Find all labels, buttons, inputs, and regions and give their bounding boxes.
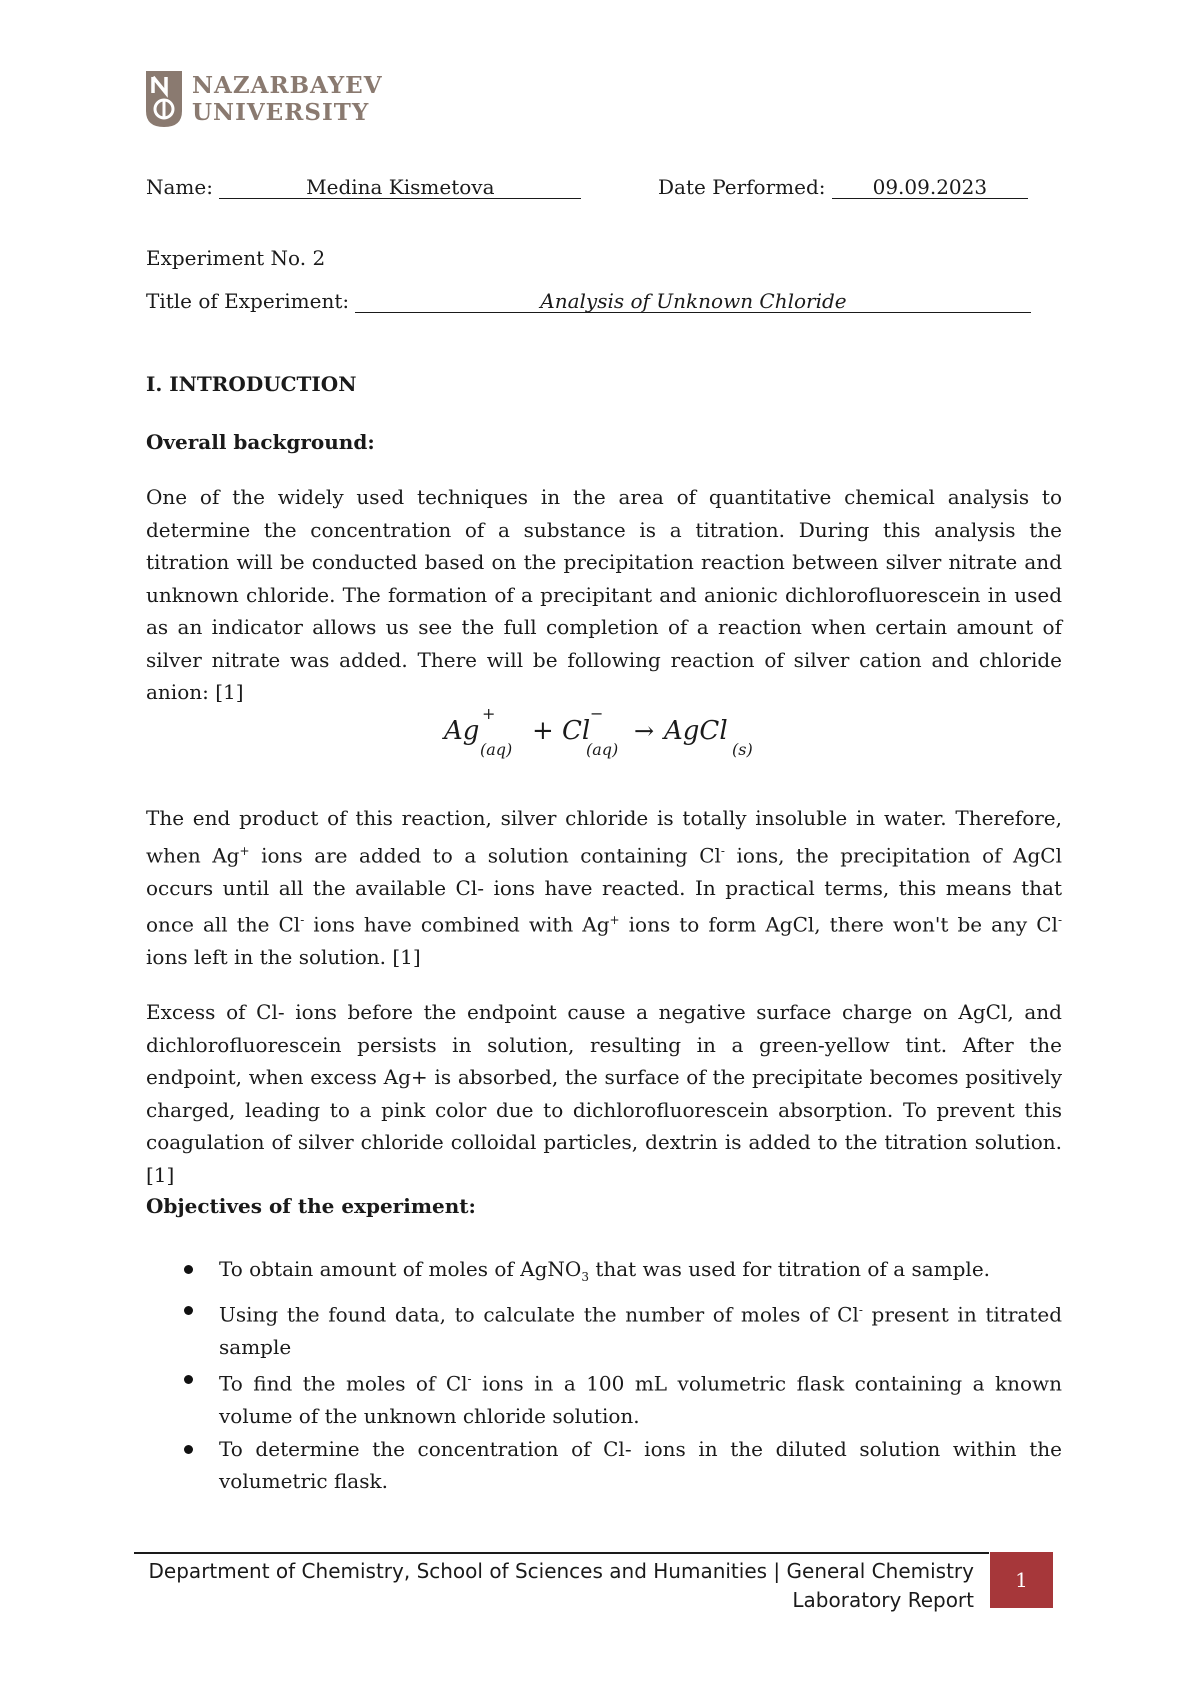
objective-3-text-1: To find the moles of Cl xyxy=(219,1371,468,1396)
objective-item xyxy=(146,1294,1062,1364)
objective-1-text-1: To obtain amount of moles of AgNO xyxy=(219,1257,582,1281)
p2-text-1: The end product of this reaction, silver chloride is totally insoluble in water. Therefore, when Ag xyxy=(146,806,1062,868)
experiment-number: Experiment No. 2 xyxy=(146,246,326,270)
bullet-icon xyxy=(184,1265,193,1274)
bullet-icon xyxy=(184,1445,193,1454)
university-crest-icon xyxy=(146,71,182,127)
eq-plus: + xyxy=(532,716,554,746)
footer-divider xyxy=(134,1552,989,1554)
p2-text-6: ions left in the solution. [1] xyxy=(146,945,421,970)
footer-line-1: Department of Chemistry, School of Sciences and Humanities | General Chemistry xyxy=(148,1559,974,1583)
section-heading: I. INTRODUCTION xyxy=(146,372,357,396)
objective-1-text-2: that was used for titration of a sample. xyxy=(588,1257,991,1281)
eq-product-sub: (s) xyxy=(732,740,753,759)
name-value: Medina Kismetova xyxy=(219,176,581,199)
eq-reactant-1-sub: (aq) xyxy=(480,740,513,759)
bullet-icon xyxy=(184,1375,193,1384)
background-subheading: Overall background: xyxy=(146,430,375,454)
indicator-paragraph: Excess of Cl- ions before the endpoint cause a negative surface charge on AgCl, and dichlorofluorescein persists in solution, resulting in a green-yellow tint. After the endpoint, when excess Ag+ is absorbed, the surface of the precipitate becomes positively charged, leading to a pink color due to dichlorofluorescein absorption. To prevent this coagulation of silver chloride colloidal particles, dextrin is added to the titration solution. [1] xyxy=(146,1000,1062,1187)
p2-sup-2: - xyxy=(720,843,725,858)
logo-line-2: UNIVERSITY xyxy=(192,99,370,126)
p2-sup-1: + xyxy=(239,843,250,858)
date-value: 09.09.2023 xyxy=(832,176,1028,199)
p2-text-5: ions to form AgCl, there won't be any Cl xyxy=(619,912,1058,937)
name-label: Name: xyxy=(146,175,213,199)
eq-reactant-2-sub: (aq) xyxy=(586,740,619,759)
eq-reactant-1: Ag xyxy=(444,716,480,746)
page-number: 1 xyxy=(990,1552,1053,1608)
objective-item xyxy=(146,1253,1062,1294)
eq-product: AgCl xyxy=(664,716,728,746)
p2-sup-3: - xyxy=(300,913,305,928)
footer xyxy=(149,1557,974,1615)
p2-sup-4: + xyxy=(609,913,620,928)
endpoint-paragraph xyxy=(146,802,1062,974)
title-value: Analysis of Unknown Chloride xyxy=(355,290,1031,313)
eq-reactant-2: Cl xyxy=(562,716,591,746)
objective-3-sup: - xyxy=(467,1372,472,1387)
objectives-subheading: Objectives of the experiment: xyxy=(146,1194,476,1218)
title-field xyxy=(146,289,1031,313)
objective-item xyxy=(146,1433,1062,1498)
logo-wordmark xyxy=(192,72,383,126)
p2-text-2: ions are added to a solution containing Cl xyxy=(249,843,721,868)
objective-2-text-2: present in titrated sample xyxy=(219,1302,1062,1359)
objective-item xyxy=(146,1363,1062,1433)
objective-2-text-1: Using the found data, to calculate the number of moles of Cl xyxy=(219,1302,859,1327)
title-label: Title of Experiment: xyxy=(146,289,350,313)
university-logo xyxy=(146,70,383,128)
reaction-equation xyxy=(440,703,770,763)
objective-3-text-2: ions in a 100 mL volumetric flask containing a known volume of the unknown chloride solution. xyxy=(219,1371,1062,1429)
objectives-list xyxy=(146,1253,1062,1498)
background-paragraph: One of the widely used techniques in the area of quantitative chemical analysis to determine the concentration of a substance is a titration. During this analysis the titration will be conducted based on the precipitation reaction between silver nitrate and unknown chloride. The formation of a precipitant and anionic dichlorofluorescein in used as an indicator allows us see the full completion of a reaction when certain amount of silver nitrate was added. There will be following reaction of silver cation and chloride anion: [1] xyxy=(146,485,1062,704)
name-field xyxy=(146,175,581,199)
objective-2-sup: - xyxy=(858,1302,863,1317)
date-label: Date Performed: xyxy=(658,175,826,199)
eq-arrow: → xyxy=(634,717,655,745)
objective-1-sub: 3 xyxy=(581,1270,589,1284)
p2-text-4: ions have combined with Ag xyxy=(304,912,610,937)
eq-reactant-1-sup: + xyxy=(482,704,496,723)
date-field xyxy=(658,175,1028,199)
bullet-icon xyxy=(184,1306,193,1315)
p2-sup-5: - xyxy=(1057,913,1063,928)
objective-4-text: To determine the concentration of Cl- ions in the diluted solution within the volumetric flask. xyxy=(219,1436,1062,1494)
p2-text-3: ions, the precipitation of AgCl occurs until all the available Cl- ions have reacted. In practical terms, this means that once all the Cl xyxy=(146,843,1063,937)
eq-reactant-2-sup: − xyxy=(590,704,604,723)
footer-line-2: Laboratory Report xyxy=(792,1588,974,1612)
logo-line-1: NAZARBAYEV xyxy=(192,72,383,99)
